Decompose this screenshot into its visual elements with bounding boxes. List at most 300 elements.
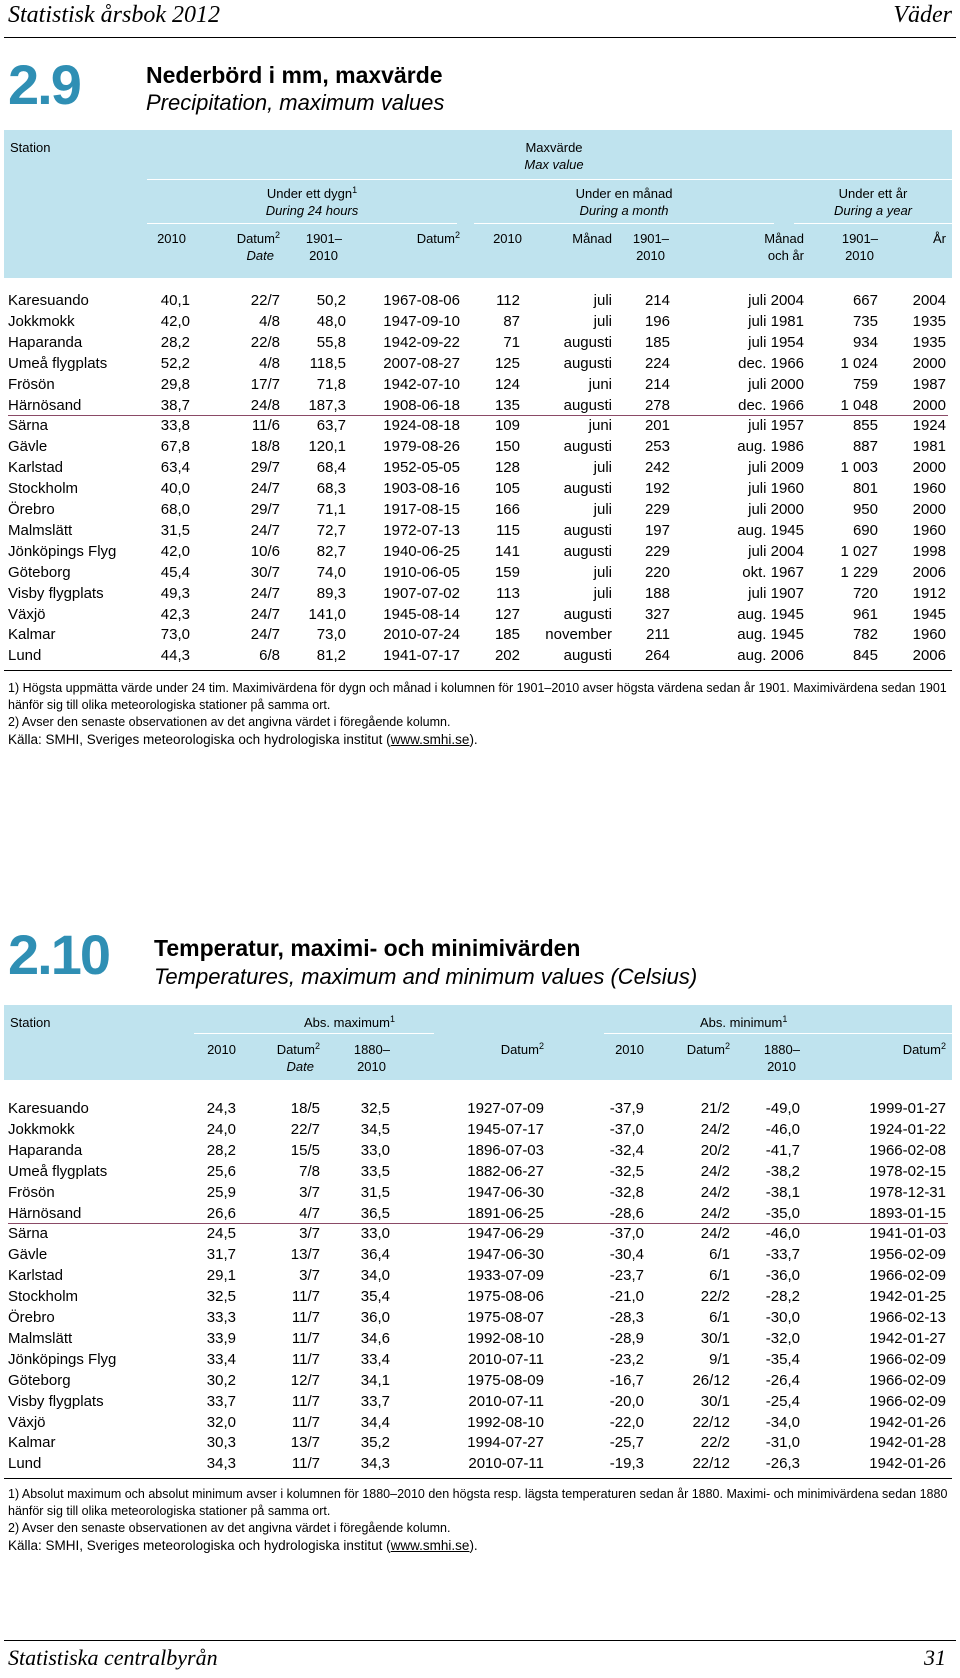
station-name-cell: Örebro [8, 1309, 55, 1326]
table-cell: 1945 [912, 605, 946, 623]
table-cell: juni [588, 417, 612, 435]
header-dygn-en: During 24 hours [265, 203, 359, 218]
footnote-ref: 2 [314, 1041, 320, 1051]
table-cell: 845 [852, 647, 878, 665]
table-cell: 934 [852, 333, 878, 351]
table-cell: 33,5 [360, 1162, 390, 1180]
col-ar: År [933, 231, 946, 246]
table-row [0, 457, 960, 478]
table-cell: 1942-01-28 [869, 1434, 946, 1452]
table-cell: 24/7 [250, 584, 280, 602]
table-cell: 141 [494, 542, 520, 560]
table-cell: 73,0 [160, 626, 190, 644]
table-cell: 801 [852, 480, 878, 498]
table-cell: 1966-02-09 [869, 1392, 946, 1410]
table-cell: 6/1 [709, 1246, 730, 1264]
table-cell: 1912 [912, 584, 946, 602]
table-cell: 22/2 [700, 1434, 730, 1452]
table-cell: juli [593, 459, 612, 477]
col-manad-och-ar-2: och år [767, 248, 804, 263]
table-cell: 30,3 [206, 1434, 236, 1452]
running-header-rule [4, 37, 956, 38]
table-row [0, 1370, 960, 1391]
table-row [0, 499, 960, 520]
table-cell: 30/1 [700, 1329, 730, 1347]
source-suffix: ). [469, 732, 478, 747]
source-suffix: ). [469, 1538, 478, 1553]
table-cell: 1947-06-30 [467, 1183, 544, 1201]
table-cell: 135 [494, 396, 520, 414]
table-cell: 34,3 [206, 1455, 236, 1473]
col-datum-2 [354, 231, 460, 247]
table-cell: 1994-07-27 [467, 1434, 544, 1452]
table-cell: 1998 [912, 542, 946, 560]
table-cell: 112 [496, 292, 520, 309]
table-cell: 1947-06-29 [467, 1225, 544, 1243]
running-header-left: Statistisk årsbok 2012 [8, 2, 221, 28]
table-cell: 1960 [912, 521, 946, 539]
note-2: 2) Avser den senaste observationen av det angivna värdet i föregående kolumn. [8, 1521, 451, 1535]
table-cell: augusti [563, 333, 612, 351]
table-cell: 1952-05-05 [383, 459, 460, 477]
table-cell: november [545, 626, 612, 644]
station-name-cell: Umeå flygplats [8, 354, 108, 372]
station-name-cell: Karlstad [8, 459, 64, 477]
table-cell: 242 [644, 459, 670, 477]
table-cell: 22/7 [290, 1120, 320, 1138]
table-cell: 113 [496, 584, 520, 602]
table-row [0, 1098, 960, 1119]
table-cell: 1 024 [840, 354, 878, 372]
table-cell: 4/8 [259, 354, 280, 372]
table-row [0, 478, 960, 499]
table-cell: 36,4 [360, 1246, 390, 1264]
table-cell: 1 003 [840, 459, 878, 477]
table-cell: 33,7 [360, 1392, 390, 1410]
footnote-ref: 2 [538, 1041, 544, 1051]
table-cell: 1975-08-06 [467, 1288, 544, 1306]
table-cell: 185 [644, 333, 670, 351]
table-row [0, 604, 960, 625]
table-cell: 24/7 [250, 626, 280, 644]
table-cell: 29,1 [206, 1267, 236, 1285]
table-cell: 2010-07-11 [468, 1392, 544, 1410]
table-cell: aug. 2006 [737, 647, 804, 665]
table-cell: augusti [563, 647, 612, 665]
table-cell: 1992-08-10 [467, 1413, 544, 1431]
station-name-cell: Karlstad [8, 1267, 64, 1285]
col-2010: 2010 [207, 1042, 236, 1057]
table-cell: 21/2 [700, 1100, 730, 1117]
note-2: 2) Avser den senaste observationen av det angivna värdet i föregående kolumn. [8, 715, 451, 729]
header-absmax [304, 1015, 395, 1031]
table-cell: 18/8 [250, 438, 280, 456]
table-cell: 26/12 [692, 1371, 730, 1389]
table-cell: 20/2 [700, 1141, 730, 1159]
table-cell: 34,4 [360, 1413, 390, 1431]
table-cell: 25,6 [206, 1162, 236, 1180]
footer-left: Statistiska centralbyrån [8, 1645, 218, 1670]
table-2-9-header [4, 130, 952, 278]
table-cell: -22,0 [609, 1413, 644, 1431]
table-cell: 24/2 [700, 1183, 730, 1201]
table-cell: 24/2 [700, 1204, 730, 1222]
col-date: Date [286, 1059, 314, 1074]
table-cell: 1903-08-16 [383, 480, 460, 498]
table-cell: 1972-07-13 [383, 521, 460, 539]
table-2-10-header [4, 1005, 952, 1080]
table-row [0, 1203, 960, 1224]
table-cell: -28,2 [765, 1288, 800, 1306]
table-cell: 68,4 [316, 459, 346, 477]
table-cell: juli [593, 501, 612, 518]
table-cell: 1966-02-09 [869, 1267, 946, 1285]
table-cell: 109 [494, 417, 520, 435]
table-row [0, 645, 960, 666]
header-rule [147, 179, 952, 180]
table-cell: 1941-07-17 [383, 647, 460, 665]
table-cell: 35,2 [360, 1434, 390, 1452]
table-cell: 1893-01-15 [869, 1204, 946, 1222]
table-cell: 45,4 [160, 563, 190, 581]
table-cell: 11/7 [291, 1413, 320, 1431]
table-2-9-body [0, 290, 960, 670]
table-row [0, 624, 960, 645]
table-cell: 2000 [912, 354, 946, 372]
table-row [0, 1182, 960, 1203]
table-cell: aug. 1945 [737, 605, 804, 623]
table-cell: 11/7 [291, 1288, 320, 1306]
station-name-cell: Växjö [8, 1413, 46, 1431]
table-cell: juni [588, 375, 612, 393]
table-row [0, 1328, 960, 1349]
table-cell: 720 [852, 584, 878, 602]
table-row [0, 311, 960, 332]
table-cell: -38,1 [765, 1183, 800, 1201]
table-cell: 1942-01-26 [869, 1455, 946, 1473]
table-cell: 1935 [912, 333, 946, 351]
header-absmax-label: Abs. maximum [304, 1015, 390, 1030]
table-cell: 128 [494, 459, 520, 477]
col-date: Date [246, 248, 274, 263]
table-end-rule [4, 670, 952, 671]
table-cell: -25,7 [609, 1434, 644, 1452]
source-link[interactable]: www.smhi.se [390, 1538, 470, 1553]
station-name-cell: Malmslätt [8, 1329, 73, 1347]
table-cell: 22/8 [250, 333, 280, 351]
table-cell: 125 [494, 354, 520, 372]
table-cell: -26,3 [765, 1455, 800, 1473]
table-cell: 2000 [912, 501, 946, 518]
table-row [0, 1432, 960, 1453]
table-cell: 115 [496, 521, 520, 539]
table-cell: -35,4 [765, 1350, 800, 1368]
table-cell: 1940-06-25 [383, 542, 460, 560]
header-dygn-sv: Under ett dygn [266, 186, 353, 201]
table-row [0, 1223, 960, 1244]
table-cell: 11/6 [251, 417, 280, 435]
footnote-ref: 2 [940, 1041, 946, 1051]
table-cell: 2010-07-24 [383, 626, 460, 644]
table-cell: 26,6 [206, 1204, 236, 1222]
table-cell: 34,1 [360, 1371, 390, 1389]
table-cell: augusti [563, 354, 612, 372]
table-cell: 49,3 [160, 584, 190, 602]
table-cell: -49,0 [765, 1100, 800, 1117]
footer-rule [4, 1640, 956, 1641]
table-cell: juli 1907 [748, 584, 804, 602]
table-row [0, 374, 960, 395]
table-cell: 166 [494, 501, 520, 518]
station-name-cell: Särna [8, 417, 49, 435]
table-cell: 1975-08-09 [467, 1371, 544, 1389]
header-station: Station [10, 1015, 51, 1030]
table-cell: 32,5 [206, 1288, 236, 1306]
table-cell: juli 2000 [748, 501, 804, 518]
col-1901-month: 1901– [632, 231, 669, 246]
footnote-ref: 1 [352, 185, 358, 195]
table-cell: aug. 1945 [737, 626, 804, 644]
col-datum-label: Datum [902, 1042, 941, 1057]
table-cell: -33,7 [765, 1246, 800, 1264]
table-cell: -32,4 [609, 1141, 644, 1159]
table-cell: 2010-07-11 [468, 1350, 544, 1368]
table-cell: 34,5 [360, 1120, 390, 1138]
table-cell: 42,0 [160, 312, 190, 330]
header-maxvalue: Max value [524, 157, 584, 172]
table-cell: 855 [852, 417, 878, 435]
table-cell: 24/7 [250, 605, 280, 623]
footnote-ref: 2 [724, 1041, 730, 1051]
table-cell: 24,5 [206, 1225, 236, 1243]
table-cell: 735 [852, 312, 878, 330]
table-row [0, 1412, 960, 1433]
table-cell: 667 [852, 292, 878, 309]
table-cell: 36,0 [360, 1309, 390, 1326]
note-1: 1) Absolut maximum och absolut minimum avser i kolumnen för 1880–2010 den högsta resp. lägsta temperaturen sedan år 1880. Maximi- och minimivärdena sedan 1880 hänför sig till olika meteorologiska stationer på samma ort. [8, 1487, 948, 1518]
col-2010-month: 2010 [493, 231, 522, 246]
table-cell: 32,5 [360, 1100, 390, 1117]
station-name-cell: Jokkmokk [8, 312, 75, 330]
table-cell: 31,7 [206, 1246, 236, 1264]
table-cell: -32,0 [765, 1329, 800, 1347]
station-name-cell: Umeå flygplats [8, 1162, 108, 1180]
station-name-cell: Jokkmokk [8, 1120, 75, 1138]
table-cell: 127 [494, 605, 520, 623]
table-cell: -28,9 [609, 1329, 644, 1347]
table-cell: -28,6 [609, 1204, 644, 1222]
table-end-rule [4, 1478, 952, 1479]
table-cell: 28,2 [206, 1141, 236, 1159]
station-name-cell: Kalmar [8, 626, 56, 644]
table-row [0, 1349, 960, 1370]
table-cell: 31,5 [160, 521, 190, 539]
table-cell: 15/5 [290, 1141, 320, 1159]
table-cell: 87 [503, 312, 520, 330]
table-cell: 4/7 [299, 1204, 320, 1222]
table-cell: 44,3 [160, 647, 190, 665]
table-cell: 55,8 [316, 333, 346, 351]
table-cell: 118,5 [309, 354, 346, 372]
table-cell: 33,7 [206, 1392, 236, 1410]
table-cell: 1935 [912, 312, 946, 330]
col-datum-2 [444, 1042, 544, 1058]
table-row [0, 290, 960, 311]
table-cell: 35,4 [360, 1288, 390, 1306]
table-row [0, 1140, 960, 1161]
table-cell: -35,0 [765, 1204, 800, 1222]
table-cell: 24/7 [250, 521, 280, 539]
table-2-9-number: 2.9 [8, 53, 80, 116]
table-cell: 1942-01-27 [869, 1329, 946, 1347]
source-line [8, 731, 948, 749]
col-1880-2010-min: 2010 [767, 1059, 796, 1074]
table-cell: 1960 [912, 480, 946, 498]
table-cell: 29/7 [250, 459, 280, 477]
table-cell: 759 [852, 375, 878, 393]
table-cell: 690 [852, 521, 878, 539]
table-cell: -28,3 [609, 1309, 644, 1326]
table-cell: 38,7 [160, 396, 190, 414]
table-cell: 28,2 [160, 333, 190, 351]
group-divider [8, 415, 948, 416]
col-1901-2010-year: 2010 [845, 248, 874, 263]
table-cell: juli 1954 [748, 333, 804, 351]
table-cell: 50,2 [316, 292, 346, 309]
station-name-cell: Örebro [8, 501, 55, 518]
table-cell: 11/7 [291, 1392, 320, 1410]
table-cell: 34,0 [360, 1267, 390, 1285]
table-cell: 1924-01-22 [869, 1120, 946, 1138]
table-cell: 1 048 [840, 396, 878, 414]
table-cell: 1966-02-13 [869, 1309, 946, 1326]
table-cell: 229 [644, 501, 670, 518]
table-row [0, 1307, 960, 1328]
table-cell: 188 [644, 584, 670, 602]
running-header [0, 0, 960, 44]
station-name-cell: Karesuando [8, 292, 89, 309]
col-1880: 1880– [353, 1042, 390, 1057]
table-row [0, 395, 960, 416]
table-cell: 253 [644, 438, 670, 456]
table-cell: dec. 1966 [738, 354, 804, 372]
table-cell: 24/2 [700, 1162, 730, 1180]
table-cell: 22/12 [692, 1413, 730, 1431]
table-cell: 887 [852, 438, 878, 456]
table-cell: 2006 [912, 647, 946, 665]
table-cell: 1956-02-09 [869, 1246, 946, 1264]
table-row [0, 562, 960, 583]
table-2-9-subtitle: Precipitation, maximum values [146, 90, 445, 115]
station-name-cell: Haparanda [8, 1141, 83, 1159]
col-1880-2010: 2010 [357, 1059, 386, 1074]
table-cell: 22/2 [700, 1288, 730, 1306]
table-cell: -23,2 [609, 1350, 644, 1368]
table-cell: -34,0 [765, 1413, 800, 1431]
source-line [8, 1537, 948, 1555]
table-row [0, 583, 960, 604]
table-cell: 63,7 [316, 417, 346, 435]
table-cell: 24,0 [206, 1120, 236, 1138]
table-row [0, 1161, 960, 1182]
table-2-10-title: Temperatur, maximi- och minimivärden [154, 935, 581, 961]
table-cell: 214 [644, 292, 670, 309]
table-cell: 22/7 [250, 292, 280, 309]
table-cell: 1966-02-09 [869, 1371, 946, 1389]
table-cell: juli 1957 [748, 417, 804, 435]
table-cell: 229 [644, 542, 670, 560]
table-cell: 1910-06-05 [383, 563, 460, 581]
station-name-cell: Kalmar [8, 1434, 56, 1452]
table-cell: 24/8 [250, 396, 280, 414]
table-cell: 124 [494, 375, 520, 393]
table-cell: 30/7 [250, 563, 280, 581]
table-cell: 1917-08-15 [383, 501, 460, 518]
table-cell: 224 [644, 354, 670, 372]
table-row [0, 1286, 960, 1307]
table-cell: aug. 1986 [737, 438, 804, 456]
table-cell: 33,8 [160, 417, 190, 435]
station-name-cell: Härnösand [8, 1204, 82, 1222]
table-cell: 24/2 [700, 1120, 730, 1138]
station-name-cell: Malmslätt [8, 521, 73, 539]
table-cell: -38,2 [765, 1162, 800, 1180]
table-cell: 11/7 [291, 1455, 320, 1473]
table-cell: 48,0 [316, 312, 346, 330]
table-2-10-notes [8, 1486, 948, 1555]
station-name-cell: Jönköpings Flyg [8, 1350, 117, 1368]
station-name-cell: Visby flygplats [8, 584, 104, 602]
table-row [0, 1453, 960, 1474]
table-cell: -36,0 [765, 1267, 800, 1285]
source-link[interactable]: www.smhi.se [390, 732, 470, 747]
table-cell: 6/1 [709, 1267, 730, 1285]
col-datum-label: Datum [236, 231, 275, 246]
table-cell: 2010-07-11 [468, 1455, 544, 1473]
table-cell: -37,9 [609, 1100, 644, 1117]
header-ar-sv: Under ett år [838, 186, 908, 201]
table-cell: 36,5 [360, 1204, 390, 1222]
table-cell: 1941-01-03 [869, 1225, 946, 1243]
table-cell: 6/1 [709, 1309, 730, 1326]
table-cell: aug. 1945 [737, 521, 804, 539]
table-cell: augusti [563, 438, 612, 456]
table-cell: juli 2009 [748, 459, 804, 477]
station-name-cell: Stockholm [8, 1288, 79, 1306]
running-header-right: Väder [893, 2, 952, 28]
table-cell: augusti [563, 542, 612, 560]
table-cell: -30,0 [765, 1309, 800, 1326]
table-cell: 950 [852, 501, 878, 518]
table-cell: -31,0 [765, 1434, 800, 1452]
table-cell: 1947-06-30 [467, 1246, 544, 1264]
table-cell: 63,4 [160, 459, 190, 477]
table-cell: 1979-08-26 [383, 438, 460, 456]
table-cell: 32,0 [206, 1413, 236, 1431]
table-cell: 6/8 [259, 647, 280, 665]
col-datum [244, 1042, 320, 1058]
note-1: 1) Högsta uppmätta värde under 24 tim. Maximivärdena för dygn och månad i kolumnen för 1901–2010 avser högsta värdena sedan år 1901. Maximivärdena sedan 1901 hänför sig till olika meteorologiska stationer på samma ort. [8, 681, 947, 712]
table-cell: 264 [644, 647, 670, 665]
table-cell: augusti [563, 480, 612, 498]
table-cell: 71,1 [316, 501, 346, 518]
table-cell: 33,0 [360, 1225, 390, 1243]
table-cell: 1882-06-27 [467, 1162, 544, 1180]
table-cell: 3/7 [299, 1183, 320, 1201]
table-cell: 18/5 [290, 1100, 320, 1117]
table-cell: 42,3 [160, 605, 190, 623]
table-cell: 3/7 [299, 1267, 320, 1285]
